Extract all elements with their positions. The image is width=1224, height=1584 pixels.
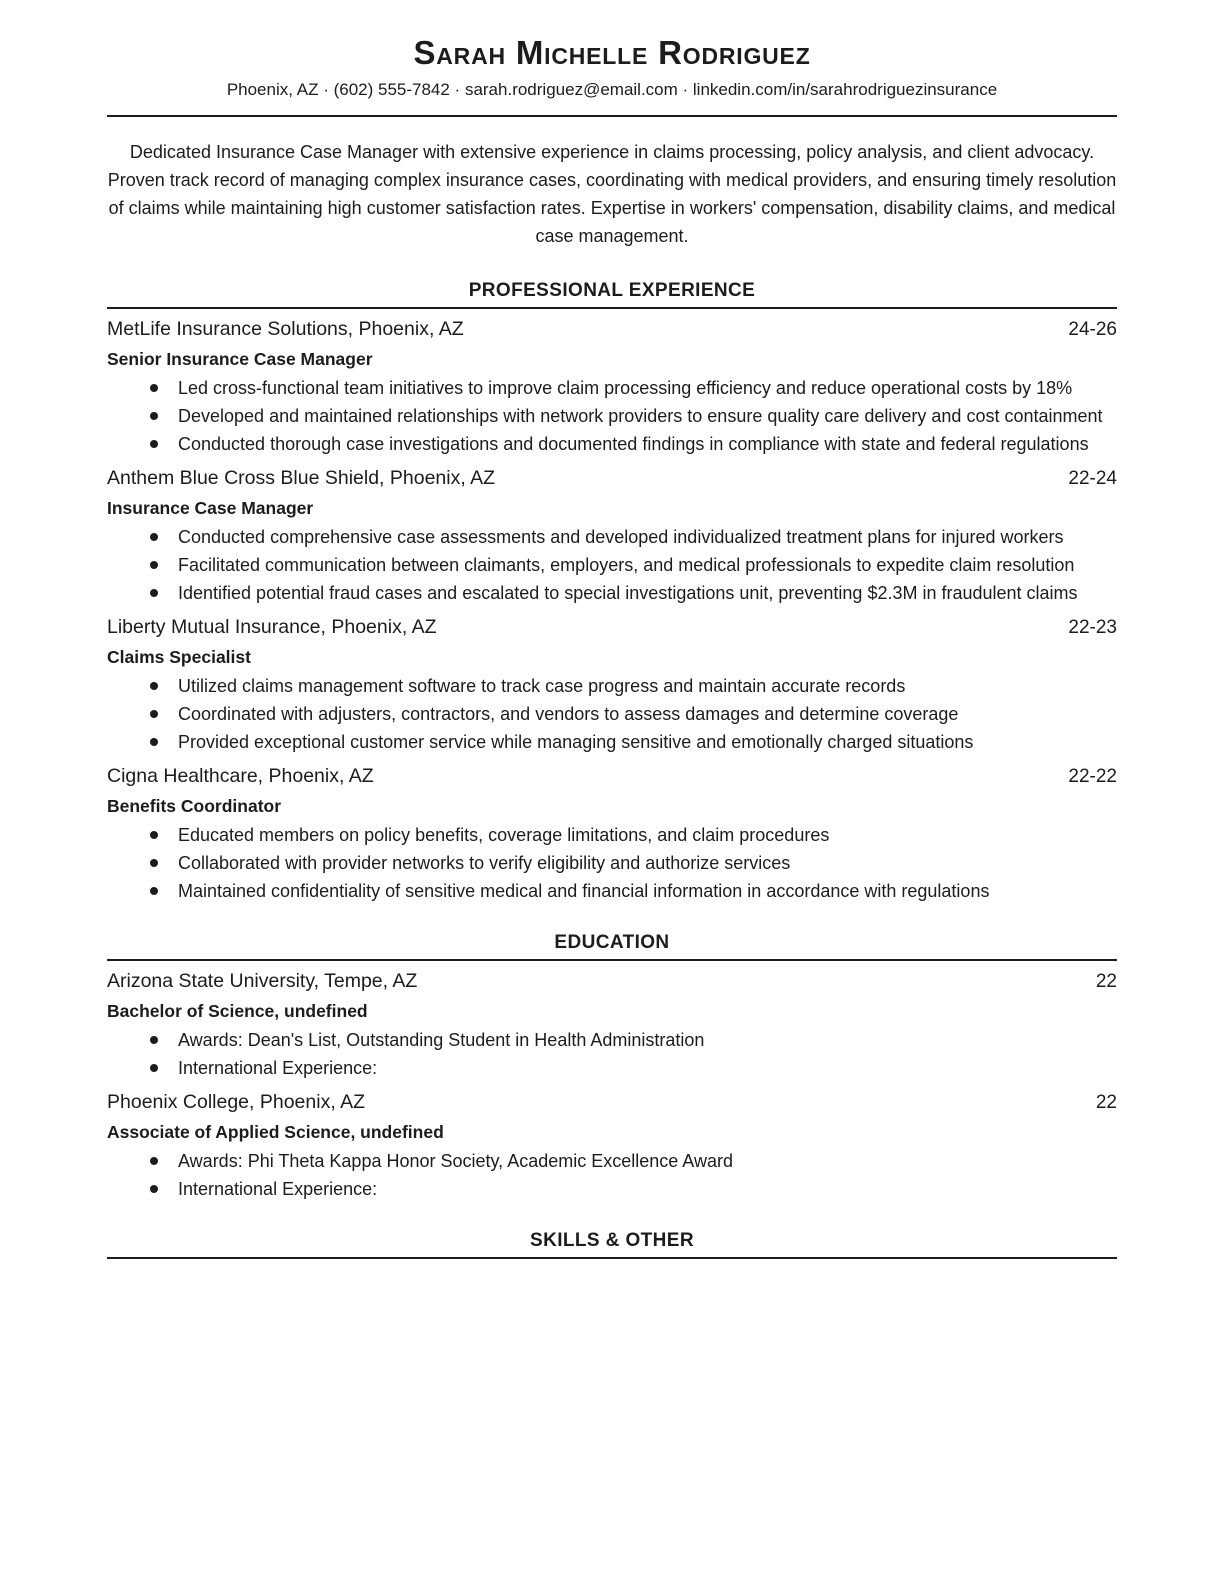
degree-title: Associate of Applied Science, undefined: [107, 1121, 444, 1142]
job-header: [107, 463, 1117, 494]
school-header: [107, 966, 1117, 997]
bullet-item: International Experience:: [107, 1175, 1117, 1203]
school-name: Phoenix College, Phoenix, AZ: [107, 1090, 365, 1113]
bullet-item: Educated members on policy benefits, coverage limitations, and claim procedures: [107, 821, 1117, 849]
education-bullet-list: [107, 1026, 1117, 1082]
bullet-item: Facilitated communication between claimants, employers, and medical professionals to expedite claim resolution: [107, 551, 1117, 579]
bullet-item: Led cross-functional team initiatives to improve claim processing efficiency and reduce operational costs by 18%: [107, 374, 1117, 402]
bullet-item: Developed and maintained relationships with network providers to ensure quality care delivery and cost containment: [107, 402, 1117, 430]
job-header: [107, 314, 1117, 345]
degree-title: Bachelor of Science, undefined: [107, 1000, 368, 1021]
job-title: Insurance Case Manager: [107, 497, 314, 518]
job-dates: 22-24: [1068, 467, 1117, 489]
job-dates: 22-22: [1068, 765, 1117, 787]
summary-paragraph: Dedicated Insurance Case Manager with extensive experience in claims processing, policy analysis, and client advocacy. Proven track record of managing complex insurance cases, coordinating with medical providers, and ensuring timely resolution of claims while maintaining high customer satisfaction rates. Expertise in workers' compensation, disability claims, and medical case management.: [107, 141, 1117, 246]
education-entry: [107, 966, 1117, 1082]
bullet-item: Collaborated with provider networks to verify eligibility and authorize services: [107, 849, 1117, 877]
bullet-item: Utilized claims management software to track case progress and maintain accurate records: [107, 672, 1117, 700]
job-entry: [107, 463, 1117, 607]
job-title: Claims Specialist: [107, 646, 251, 667]
bullet-item: International Experience:: [107, 1054, 1117, 1082]
bullet-item: Identified potential fraud cases and escalated to special investigations unit, preventing $2.3M in fraudulent claims: [107, 579, 1117, 607]
company-name: Liberty Mutual Insurance, Phoenix, AZ: [107, 615, 437, 638]
education-bullet-list: [107, 1147, 1117, 1203]
company-name: Cigna Healthcare, Phoenix, AZ: [107, 764, 374, 787]
school-dates: 22: [1095, 1091, 1117, 1113]
job-entry: [107, 612, 1117, 756]
job-bullet-list: [107, 672, 1117, 756]
section-heading-experience: PROFESSIONAL EXPERIENCE: [107, 280, 1117, 309]
school-name: Arizona State University, Tempe, AZ: [107, 969, 418, 992]
job-bullet-list: [107, 821, 1117, 905]
school-dates: 22: [1095, 970, 1117, 992]
bullet-item: Awards: Phi Theta Kappa Honor Society, Academic Excellence Award: [107, 1147, 1117, 1175]
job-bullet-list: [107, 374, 1117, 458]
bullet-item: Provided exceptional customer service while managing sensitive and emotionally charged situations: [107, 728, 1117, 756]
section-heading-skills: SKILLS & OTHER: [107, 1230, 1117, 1259]
job-entry: [107, 761, 1117, 905]
bullet-item: Maintained confidentiality of sensitive medical and financial information in accordance with regulations: [107, 877, 1117, 905]
candidate-name: Sarah Michelle Rodriguez: [413, 34, 811, 71]
job-header: [107, 761, 1117, 792]
contact-line: Phoenix, AZ · (602) 555-7842 · sarah.rodriguez@email.com · linkedin.com/in/sarahrodriguezinsurance: [226, 79, 998, 99]
job-title: Benefits Coordinator: [107, 795, 282, 816]
bullet-item: Conducted thorough case investigations and documented findings in compliance with state and federal regulations: [107, 430, 1117, 458]
school-header: [107, 1087, 1117, 1118]
company-name: MetLife Insurance Solutions, Phoenix, AZ: [107, 317, 464, 340]
job-dates: 22-23: [1068, 616, 1117, 638]
job-dates: 24-26: [1068, 318, 1117, 340]
job-bullet-list: [107, 523, 1117, 607]
header-divider: [107, 115, 1117, 117]
company-name: Anthem Blue Cross Blue Shield, Phoenix, AZ: [107, 466, 496, 489]
job-header: [107, 612, 1117, 643]
job-entry: [107, 314, 1117, 458]
section-heading-education: EDUCATION: [107, 932, 1117, 961]
bullet-item: Coordinated with adjusters, contractors, and vendors to assess damages and determine coverage: [107, 700, 1117, 728]
bullet-item: Conducted comprehensive case assessments and developed individualized treatment plans for injured workers: [107, 523, 1117, 551]
job-title: Senior Insurance Case Manager: [107, 348, 373, 369]
education-entry: [107, 1087, 1117, 1203]
bullet-item: Awards: Dean's List, Outstanding Student in Health Administration: [107, 1026, 1117, 1054]
